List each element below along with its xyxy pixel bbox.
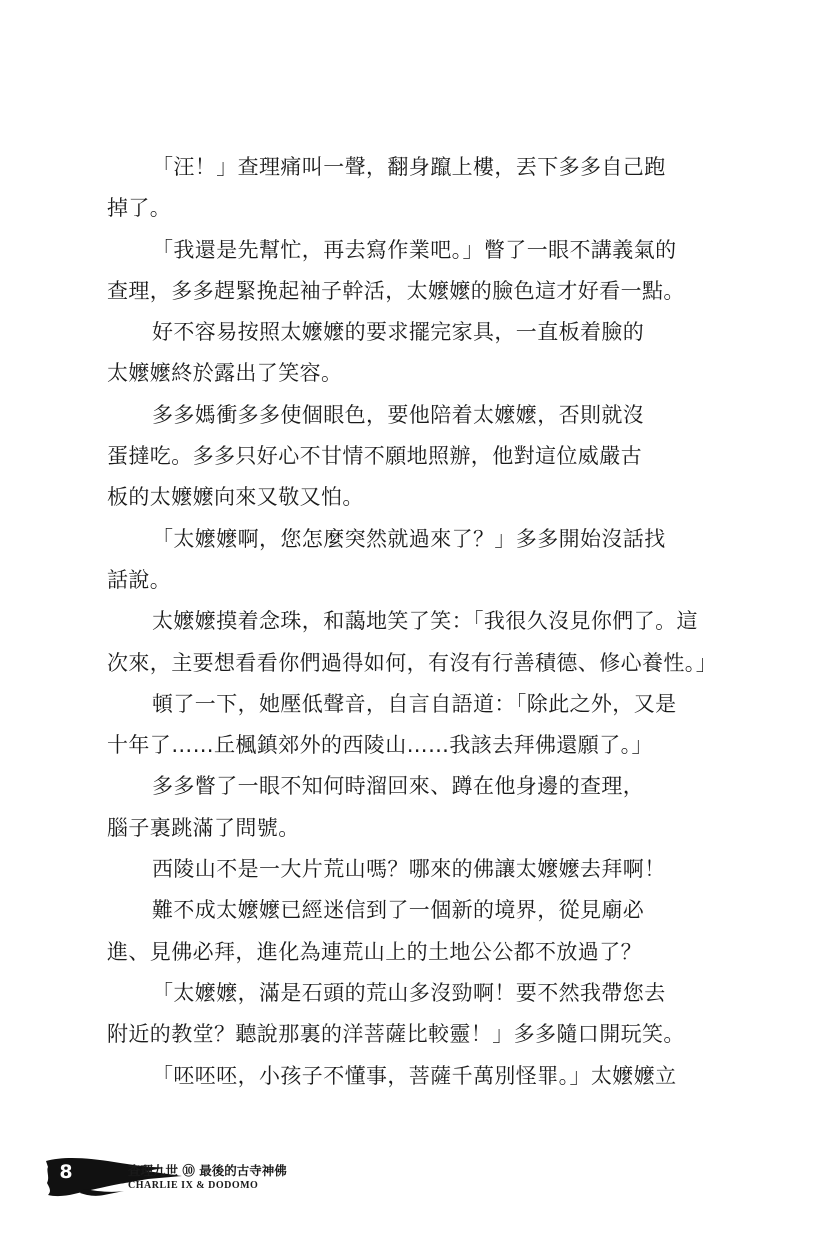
text-line: 「我還是先幫忙，再去寫作業吧。」瞥了一眼不講義氣的 (152, 237, 677, 262)
text-line: 掉了。 (107, 196, 172, 221)
text-line: 西陵山不是一大片荒山嗎？哪來的佛讓太嬤嬤去拜啊！ (152, 857, 666, 882)
page-body (107, 147, 718, 1097)
text-line: 「汪！」查理痛叫一聲，翻身躥上樓，丟下多多自己跑 (152, 155, 666, 179)
text-line: 附近的教堂？聽說那裏的洋菩薩比較靈！」多多隨口開玩笑。 (107, 1022, 685, 1047)
text-line: 「太嬤嬤啊，您怎麼突然就過來了？」多多開始沒話找 (152, 526, 666, 551)
text-line: 查理，多多趕緊挽起袖子幹活，太嬤嬤的臉色這才好看一點。 (107, 278, 685, 303)
text-line: 次來，主要想看看你們過得如何，有沒有行善積德、修心養性。」 (107, 650, 718, 675)
text-line: 板的太嬤嬤向來又敬又怕。 (107, 485, 364, 510)
text-line: 進、見佛必拜，進化為連荒山上的土地公公都不放過了？ (107, 939, 642, 964)
text-line: 十年了……丘楓鎮郊外的西陵山……我該去拜佛還願了。」 (107, 733, 653, 758)
text-line: 太嬤嬤摸着念珠，和藹地笑了笑：「我很久沒見你們了。這 (152, 609, 698, 634)
text-line: 「太嬤嬤，滿是石頭的荒山多沒勁啊！要不然我帶您去 (152, 980, 666, 1005)
series-title: CHARLIE IX & DODOMO (128, 1180, 259, 1191)
text-line: 難不成太嬤嬤已經迷信到了一個新的境界，從見廟必 (152, 898, 645, 923)
page-footer (44, 1153, 344, 1201)
text-line: 太嬤嬤終於露出了笑容。 (107, 361, 343, 386)
text-line: 腦子裏跳滿了問號。 (107, 815, 300, 840)
text-line: 「呸呸呸，小孩子不懂事，菩薩千萬別怪罪。」太嬤嬤立 (152, 1063, 677, 1088)
text-line: 多多瞥了一眼不知何時溜回來、蹲在他身邊的查理， (152, 774, 645, 799)
text-line: 多多媽衝多多使個眼色，要他陪着太嬤嬤，否則就沒 (152, 402, 645, 427)
text-line: 話說。 (107, 567, 172, 592)
text-line: 頓了一下，她壓低聲音，自言自語道：「除此之外，又是 (152, 691, 677, 716)
book-title: 查理九世 ⑩ 最後的古寺神佛 (128, 1163, 287, 1178)
text-line: 蛋撻吃。多多只好心不甘情不願地照辦，他對這位威嚴古 (107, 444, 642, 469)
page-number: 8 (59, 1161, 73, 1183)
text-line: 好不容易按照太嬤嬤的要求擺完家具，一直板着臉的 (152, 320, 645, 345)
